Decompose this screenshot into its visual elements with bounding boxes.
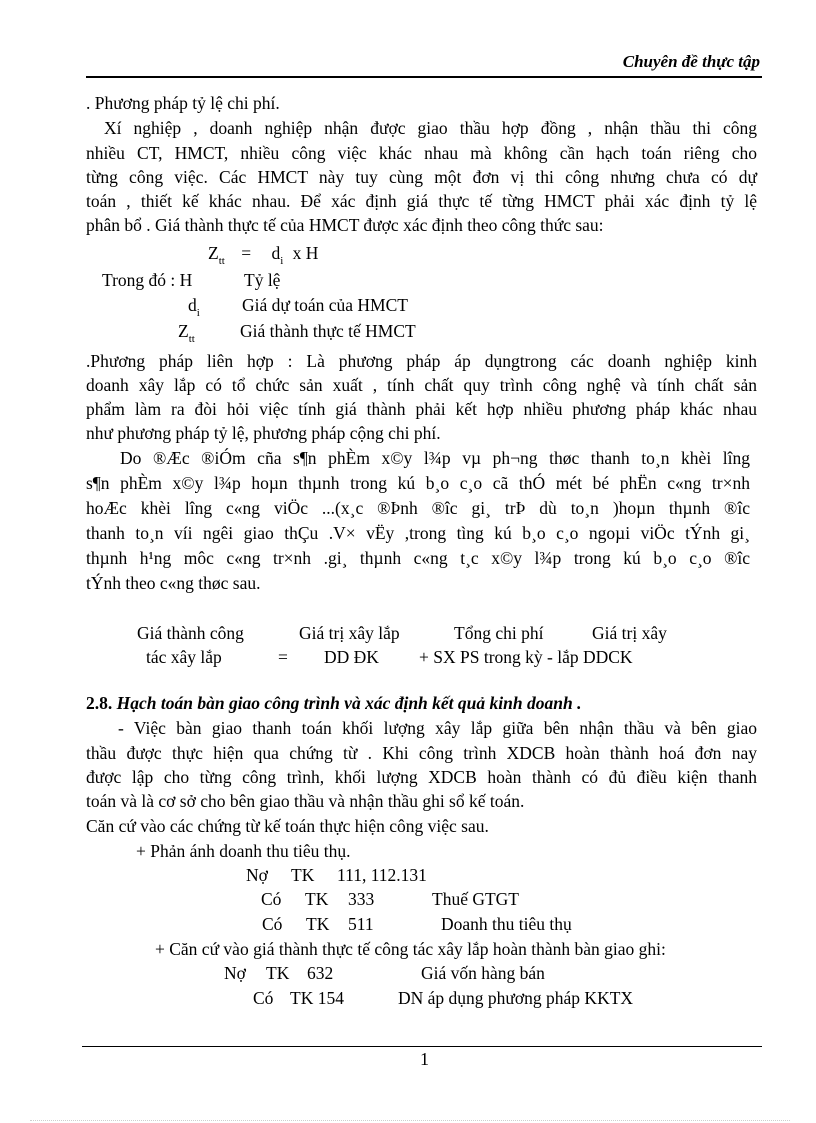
entry-debit-label: Nợ — [246, 865, 268, 885]
entry-description: Doanh thu tiêu thụ — [441, 914, 572, 934]
entry-heading: + Phản ánh doanh thu tiêu thụ. — [136, 841, 351, 861]
entry-description: Giá vốn hàng bán — [421, 963, 545, 983]
formula-ztt: $Z_{tt} = d_i$ x H — [208, 243, 319, 267]
header-title: Chuyên đề thực tập — [622, 52, 760, 71]
formula-term: tác xây lắp — [146, 647, 222, 667]
formula-term: DD ĐK — [324, 647, 379, 667]
paragraph-line: toán và là cơ sở cho bên giao thầu và nhận thầu ghi sổ kế toán. — [86, 791, 525, 811]
entry-account-label: TK — [306, 914, 330, 934]
entry-account-number: 632 — [307, 963, 334, 983]
entry-credit-label: Có — [262, 914, 283, 934]
entry-account-label: TK — [305, 889, 329, 909]
paragraph-line: phẩm làm ra đòi hỏi việc tính giá thành phải kết hợp nhiều phương pháp khác nhau — [86, 399, 757, 419]
paragraph-line: từng công việc. Các HMCT này tuy cùng một đơn vị thi công nhưng chưa có dự — [86, 167, 757, 187]
paragraph-line: .Phương pháp liên hợp : Là phương pháp áp dụngtrong các doanh nghiệp kinh — [86, 351, 757, 371]
entry-account-label: TK 154 — [290, 988, 344, 1008]
entry-heading: + Căn cứ vào giá thành thực tế công tác xây lắp hoàn thành bàn giao ghi: — [155, 939, 666, 959]
paragraph-line: . Phương pháp tỷ lệ chi phí. — [86, 93, 280, 113]
legend-label: Trong đó : H — [102, 270, 193, 290]
footer-rule — [82, 1046, 762, 1047]
paragraph-line: thanh to¸n víi ngêi giao thÇu .V× vËy ,trong tìng kú b¸o c¸o ngoµi viÖc tÝnh gi¸ — [86, 523, 750, 543]
paragraph-line: toán , thiết kế khác nhau. Để xác định giá thực tế từng HMCT phải xác định tỷ lệ — [86, 191, 757, 211]
paragraph-line: - Việc bàn giao thanh toán khối lượng xây lắp giữa bên nhận thầu và bên giao — [118, 718, 757, 738]
entry-description: Thuế GTGT — [432, 889, 519, 909]
header-rule — [86, 76, 762, 78]
paragraph-line: Do ®Æc ®iÓm cña s¶n phÈm x©y l¾p vµ ph¬ng thøc thanh to¸n khèi lîng — [120, 448, 750, 468]
formula-term: Tổng chi phí — [454, 623, 544, 643]
legend-d-symbol: $d_i$ — [188, 295, 200, 319]
legend-d-definition: Giá dự toán của HMCT — [242, 295, 408, 315]
legend-z-symbol: $Z_{tt}$ — [178, 321, 195, 345]
entry-description: DN áp dụng phương pháp KKTX — [398, 988, 634, 1008]
entry-debit-label: Nợ — [224, 963, 246, 983]
paragraph-line: doanh xây lắp có tổ chức sản xuất , tính chất quy trình công nghệ và tính chất sản — [86, 375, 757, 395]
paragraph-line: Xí nghiệp , doanh nghiệp nhận được giao thầu hợp đồng , nhận thầu thi công — [104, 118, 757, 138]
section-heading: 2.8. Hạch toán bàn giao công trình và xác định kết quả kinh doanh . — [86, 693, 582, 713]
formula-term: Giá thành công — [137, 623, 244, 643]
page-number: 1 — [420, 1049, 429, 1069]
paragraph-line: thµnh h¹ng môc c«ng tr×nh .gi¸ thµnh c«ng t¸c x©y l¾p trong kú b¸o c¸o ®îc — [86, 548, 750, 568]
paragraph-line: tÝnh theo c«ng thøc sau. — [86, 573, 261, 593]
formula-term: + SX PS trong kỳ - lắp DDCK — [419, 647, 633, 667]
entry-account-number: 333 — [348, 889, 375, 909]
entry-credit-label: Có — [253, 988, 274, 1008]
entry-account-label: TK — [266, 963, 290, 983]
entry-account-label: TK — [291, 865, 315, 885]
paragraph-line: phân bổ . Giá thành thực tế của HMCT được xác định theo công thức sau: — [86, 215, 604, 235]
paragraph-line: nhiều CT, HMCT, nhiều công việc khác nhau mà không cần hạch toán riêng cho — [86, 143, 757, 163]
entry-credit-label: Có — [261, 889, 282, 909]
entry-account-number: 111, 112.131 — [337, 865, 427, 885]
legend-h-definition: Tỷ lệ — [244, 270, 281, 290]
formula-term: Giá trị xây — [592, 623, 667, 643]
paragraph-line: thầu được thực hiện qua chứng từ . Khi công trình XDCB hoàn thành hoá đơn nay — [86, 743, 757, 763]
paragraph-line: hoÆc khèi lîng c«ng viÖc ...(x¸c ®Þnh ®îc gi¸ trÞ dù to¸n )hoµn thµnh ®îc — [86, 498, 750, 518]
entry-account-number: 511 — [348, 914, 374, 934]
paragraph-line: được lập cho từng công trình, khối lượng XDCB hoàn thành có đủ điều kiện thanh — [86, 767, 757, 787]
formula-term: Giá trị xây lắp — [299, 623, 400, 643]
paragraph-line: s¶n phÈm x©y l¾p hoµn thµnh trong kú b¸o c¸o cã thÓ mét bé phËn c«ng tr×nh — [86, 473, 750, 493]
page-edge-dots — [30, 1120, 790, 1121]
paragraph-line: như phương pháp tỷ lệ, phương pháp cộng chi phí. — [86, 423, 441, 443]
formula-equals: = — [278, 647, 288, 667]
paragraph-line: Căn cứ vào các chứng từ kế toán thực hiện công việc sau. — [86, 816, 489, 836]
legend-z-definition: Giá thành thực tế HMCT — [240, 321, 416, 341]
